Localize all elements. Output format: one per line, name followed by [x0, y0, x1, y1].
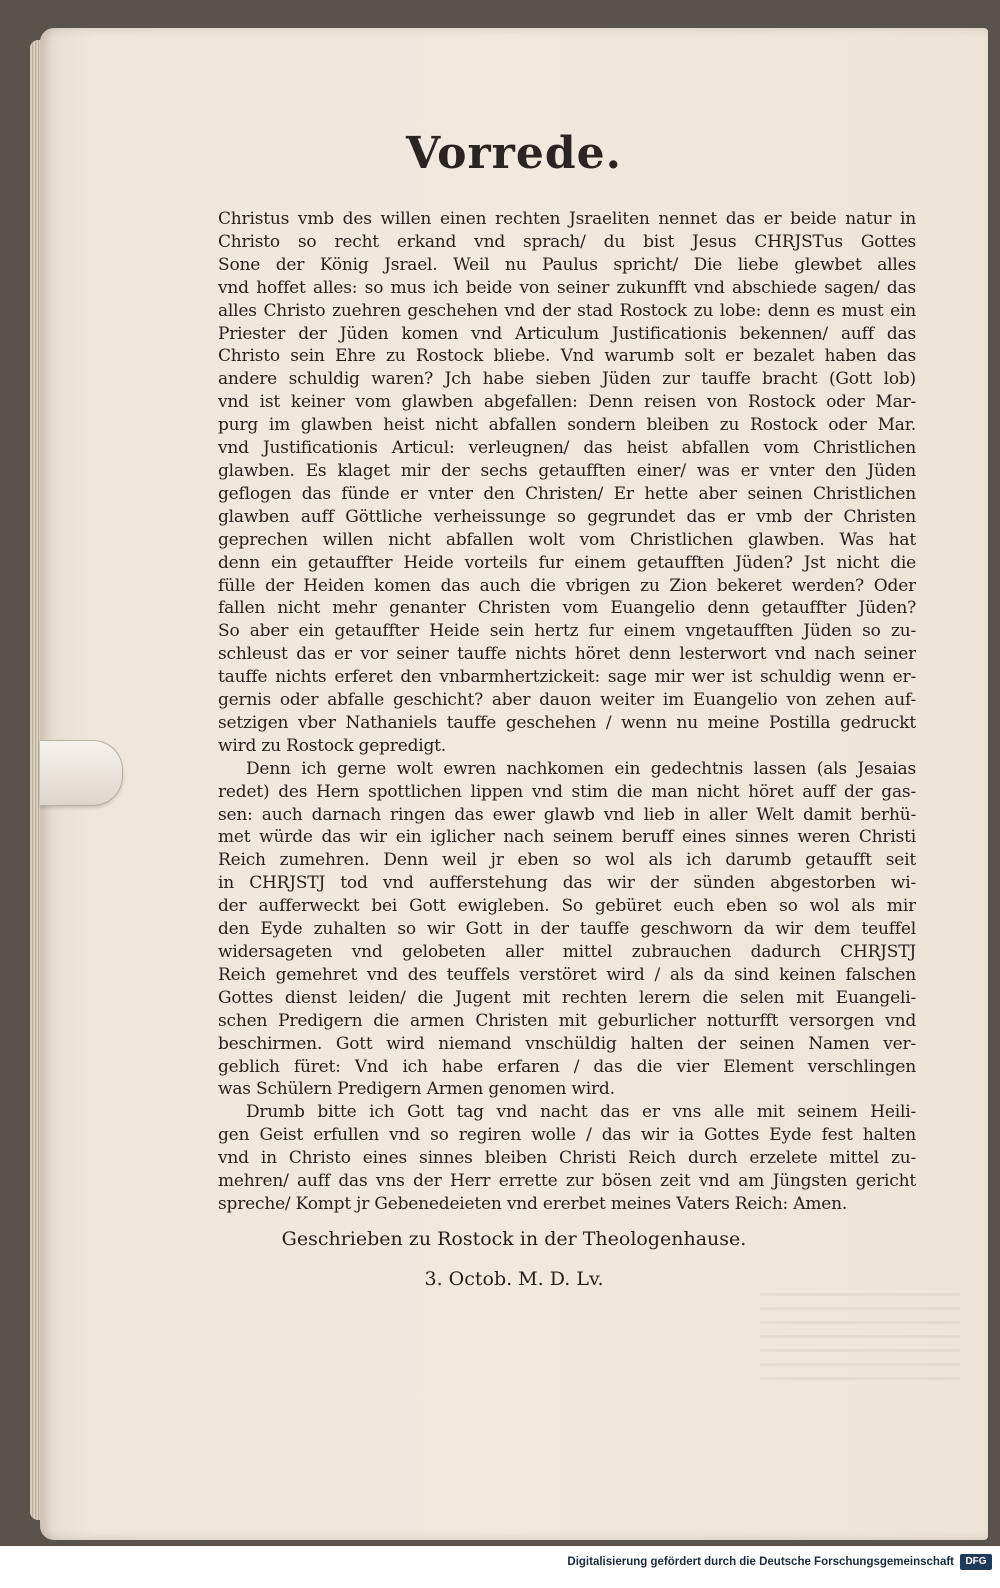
page-clip — [40, 740, 123, 806]
text-line: gen Geist erfullen vnd so regiren wolle / das wir ia Gottes Eyde fest halten — [218, 1125, 916, 1146]
dfg-logo-icon: DFG — [960, 1554, 992, 1570]
text-line: geflogen das fünde er vnter den Christen/ Er hette aber seinen Christlichen — [218, 483, 916, 504]
text-line: fülle der Heiden komen das auch die vbrigen zu Zion bekeret werden? Oder — [218, 575, 916, 596]
text-line: setzigen vber Nathaniels tauffe geschehen / wenn nu meine Postilla gedruckt — [218, 712, 916, 733]
text-line: met würde das wir ein iglicher nach seinem beruff eines sinnes weren Christi — [218, 827, 916, 848]
running-head: Vorrede. — [406, 128, 622, 179]
text-line: schleust das er vor seiner tauffe nichts höret denn lesterwort vnd nach seiner — [218, 644, 916, 665]
text-line: spreche/ Kompt jr Gebenedeieten vnd ererbet meines Vaters Reich: Amen. — [218, 1193, 848, 1214]
text-line: denn ein getauffter Heide vorteils fur einem getaufften Jüden? Jst nicht die — [218, 552, 916, 573]
text-line: glawben auff Göttliche verheissunge so gegrundet das er vmb der Christen — [218, 506, 916, 527]
text-line: mehren/ auff das vns der Herr errette zur bösen zeit vnd am Jüngsten gericht — [218, 1171, 916, 1192]
text-line: wird zu Rostock gepredigt. — [218, 735, 447, 756]
text-line: vnd Justificationis Articul: verleugnen/ das heist abfallen vom Christlichen — [218, 438, 916, 459]
body-text — [218, 208, 916, 1216]
text-line: Sone der König Jsrael. Weil nu Paulus spricht/ Die liebe glewbet alles — [218, 254, 916, 275]
text-line: der aufferweckt bei Gott ewigleben. So gebüret euch eben so wol als mir — [218, 896, 916, 917]
text-line: purg im glawben heist nicht abfallen sondern bleiben zu Rostock oder Mar. — [218, 415, 916, 436]
text-line: vnd hoffet alles: so mus ich beide von seiner zukunfft vnd abschiede sagen/ das — [218, 277, 916, 298]
text-line: in CHRJSTJ tod vnd aufferstehung das wir der sünden abgestorben wi- — [218, 873, 916, 894]
text-line: geblich füret: Vnd ich habe erfaren / das die vier Element verschlingen — [218, 1056, 916, 1077]
text-line: alles Christo zuehren geschehen vnd der stad Rostock zu lobe: denn es must ein — [218, 300, 916, 321]
text-line: So aber ein getauffter Heide sein hertz fur einem vngetaufften Jüden so zu- — [218, 621, 916, 642]
text-line: Priester der Jüden komen vnd Articulum Justificationis bekennen/ auff das — [218, 323, 916, 344]
footer-bar — [0, 1546, 1000, 1588]
text-line: beschirmen. Gott wird niemand vnschüldig halten der seinen Namen ver- — [218, 1033, 916, 1054]
text-line: vnd in Christo eines sinnes bleiben Christi Reich durch erzelete mittel zu- — [218, 1148, 916, 1169]
text-line: andere schuldig waren? Jch habe sieben Jüden zur tauffe bracht (Gott lob) — [218, 369, 916, 390]
text-line: geprechen willen nicht abfallen wolt vom Christlichen glawben. Was hat — [218, 529, 916, 550]
footer-credit: Digitalisierung gefördert durch die Deutsche Forschungsgemeinschaft — [567, 1556, 954, 1568]
text-line: vnd ist keiner vom glawben abgefallen: Denn reisen von Rostock oder Mar- — [218, 392, 916, 413]
book-page — [40, 28, 988, 1540]
text-line: tauffe nichts erferet den vnbarmhertzickeit: sage mir wer ist schuldig wenn er- — [218, 667, 916, 688]
colophon-place: Geschrieben zu Rostock in der Theologenhause. — [281, 1228, 747, 1250]
text-line: Gottes dienst leiden/ die Jugent mit rechten lerern die selen mit Euangeli- — [218, 987, 916, 1008]
text-line: Denn ich gerne wolt ewren nachkomen ein gedechtnis lassen (als Jesaias — [246, 758, 916, 779]
text-line: Christo so recht erkand vnd sprach/ du bist Jesus CHRJSTus Gottes — [218, 231, 916, 252]
text-line: gernis oder abfalle geschicht? aber dauon weiter im Euangelio von zehen auf- — [218, 690, 916, 711]
show-through-text — [760, 1293, 960, 1383]
text-line: fallen nicht mehr genanter Christen vom Euangelio denn getauffter Jüden? — [218, 598, 916, 619]
text-line: Reich zumehren. Denn weil jr eben so wol als ich darumb getaufft seit — [218, 850, 916, 871]
text-line: Christus vmb des willen einen rechten Jsraeliten nennet das er beide natur in — [218, 209, 916, 229]
text-line: was Schülern Predigern Armen genomen wird. — [218, 1079, 615, 1100]
text-line: redet) des Hern spottlichen lippen vnd stim die man nicht höret auff der gas- — [218, 781, 916, 802]
text-line: glawben. Es klaget mir der sechs getaufften einer/ was er vnter den Jüden — [218, 460, 916, 481]
text-line: sen: auch darnach ringen das ewer glawb vnd lieb in aller Welt damit berhü- — [218, 804, 916, 825]
text-line: Reich gemehret vnd des teuffels verstöret wird / als da sind keinen falschen — [218, 964, 916, 985]
text-line: den Eyde zuhalten so wir Gott in der tauffe geschworn da wir dem teuffel — [218, 919, 916, 940]
colophon-date: 3. Octob. M. D. Lv. — [424, 1268, 604, 1290]
text-line: widersageten vnd gelobeten aller mittel zubrauchen dadurch CHRJSTJ — [218, 942, 916, 962]
text-line: Drumb bitte ich Gott tag vnd nacht das er vns alle mit seinem Heili- — [246, 1102, 916, 1123]
text-line: Christo sein Ehre zu Rostock bliebe. Vnd warumb solt er bezalet haben das — [218, 346, 916, 367]
text-line: schen Predigern die armen Christen mit geburlicher notturfft versorgen vnd — [218, 1010, 916, 1031]
